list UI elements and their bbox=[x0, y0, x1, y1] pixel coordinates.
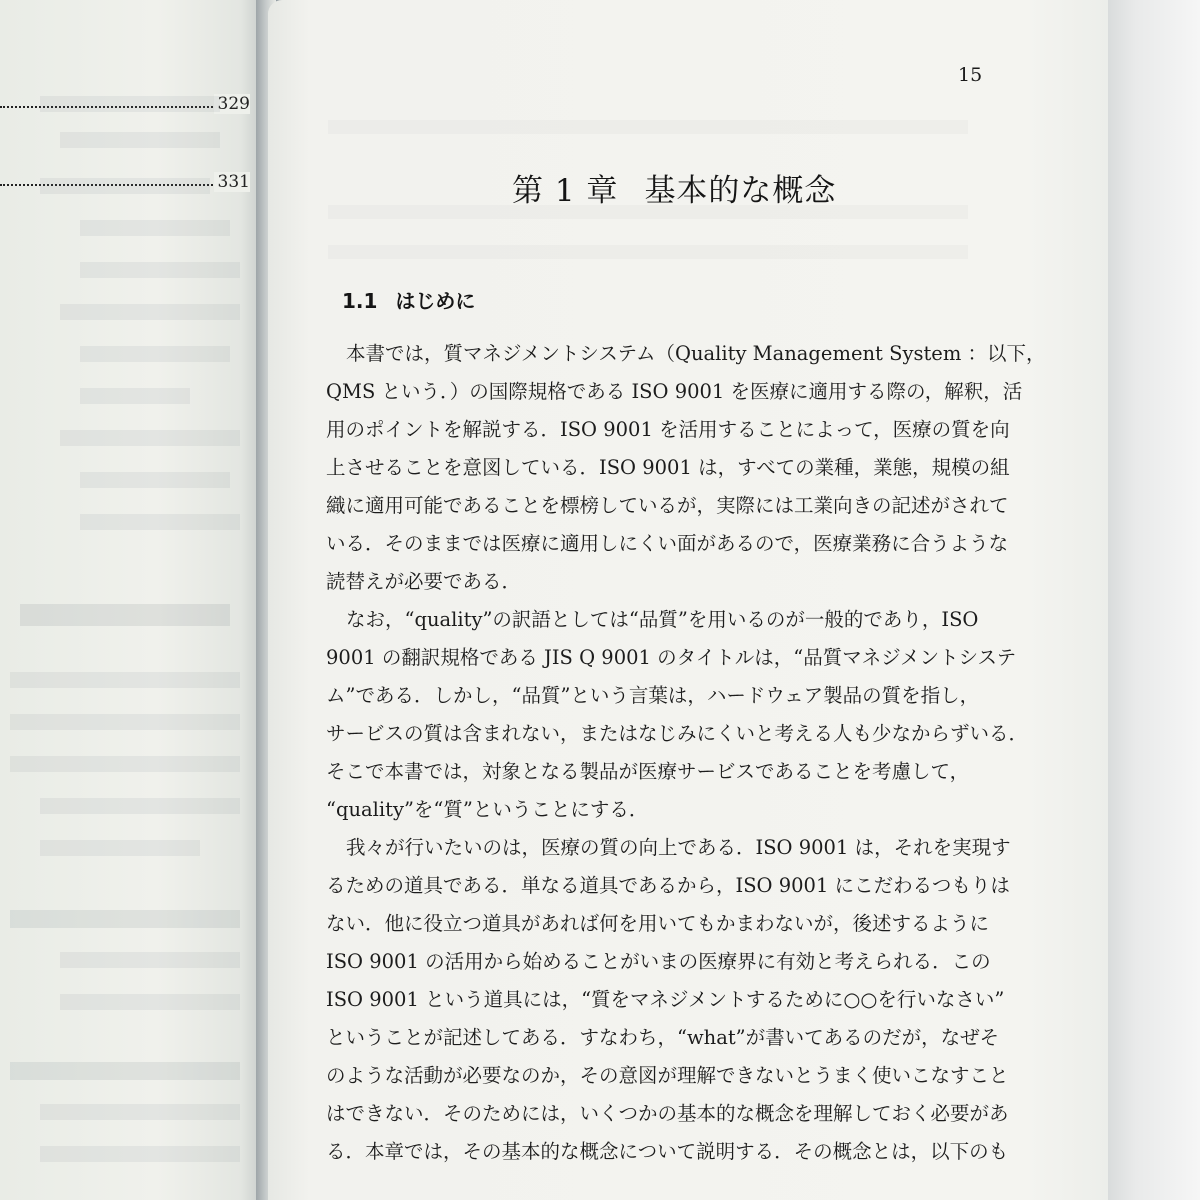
blurred-text bbox=[80, 388, 190, 404]
body-text-line: そこで本書では，対象となる製品が医療サービスであることを考慮して， bbox=[326, 760, 970, 783]
body-text-line: はできない．そのためには，いくつかの基本的な概念を理解しておく必要があ bbox=[326, 1102, 1009, 1125]
blurred-text bbox=[10, 756, 240, 772]
body-text-line: ない．他に役立つ道具があれば何を用いてもかまわないが，後述するように bbox=[326, 912, 990, 935]
blurred-text bbox=[10, 910, 240, 928]
body-text-line: 上させることを意図している．ISO 9001 は，すべての業種，業態，規模の組 bbox=[326, 456, 1010, 479]
blurred-text bbox=[80, 514, 240, 530]
body-text-line: 用のポイントを解説する．ISO 9001 を活用することによって，医療の質を向 bbox=[326, 418, 1010, 441]
blurred-text bbox=[40, 1104, 240, 1120]
blurred-text bbox=[60, 994, 240, 1010]
body-text-line: ISO 9001 という道具には，“質をマネジメントするために○○を行いなさい” bbox=[326, 988, 1005, 1011]
blurred-text bbox=[80, 346, 230, 362]
body-text-line: 本書では，質マネジメントシステム（Quality Management System ：以下， bbox=[346, 342, 1046, 365]
section-number: 1.1 bbox=[342, 289, 378, 313]
chapter-title bbox=[512, 165, 836, 210]
body-text-line: 9001 の翻訳規格である JIS Q 9001 のタイトルは，“品質マネジメントシステ bbox=[326, 646, 1017, 669]
left-page bbox=[0, 0, 262, 1200]
blurred-text bbox=[40, 798, 240, 814]
blurred-text bbox=[60, 430, 240, 446]
body-text-line: ということが記述してある．すなわち，“what”が書いてあるのだが，なぜそ bbox=[326, 1026, 1000, 1049]
section-heading bbox=[342, 285, 475, 314]
blurred-text bbox=[40, 1146, 240, 1162]
body-text-line: サービスの質は含まれない，またはなじみにくいと考える人も少なからずいる． bbox=[326, 722, 1029, 745]
blurred-text bbox=[40, 96, 220, 112]
toc-page-number: 331 bbox=[214, 172, 250, 192]
right-page bbox=[268, 0, 1110, 1200]
toc-page-number: 329 bbox=[214, 94, 250, 114]
chapter-number: 第 1 章 bbox=[512, 173, 619, 209]
blurred-text bbox=[60, 952, 240, 968]
body-text-line: “quality”を“質”ということにする． bbox=[326, 798, 649, 821]
body-text-line: 読替えが必要である． bbox=[326, 570, 522, 593]
body-text-line: る．本章では，その基本的な概念について説明する．その概念とは，以下のも bbox=[326, 1140, 1009, 1163]
body-text-line: QMS という．）の国際規格である ISO 9001 を医療に適用する際の，解釈，活 bbox=[326, 380, 1023, 403]
body-text-line: のような活動が必要なのか，その意図が理解できないとうまく使いこなすこと bbox=[326, 1064, 1009, 1087]
blurred-text bbox=[60, 304, 240, 320]
blurred-text bbox=[10, 1062, 240, 1080]
blurred-text bbox=[40, 178, 210, 194]
show-through bbox=[328, 120, 968, 134]
body-text-line: 織に適用可能であることを標榜しているが，実際には工業向きの記述がされて bbox=[326, 494, 1009, 517]
blurred-text bbox=[60, 132, 220, 148]
blurred-text bbox=[40, 840, 200, 856]
body-text-line: いる．そのままでは医療に適用しにくい面があるので，医療業務に合うような bbox=[326, 532, 1009, 555]
blurred-text bbox=[80, 220, 230, 236]
blurred-text bbox=[10, 672, 240, 688]
body-text-line: るための道具である．単なる道具であるから，ISO 9001 にこだわるつもりは bbox=[326, 874, 1010, 897]
show-through bbox=[328, 245, 968, 259]
body-text-line: ム”である．しかし，“品質”という言葉は，ハードウェア製品の質を指し， bbox=[326, 684, 980, 707]
chapter-name: 基本的な概念 bbox=[644, 173, 837, 209]
blurred-text bbox=[80, 472, 230, 488]
body-text-line: 我々が行いたいのは，医療の質の向上である．ISO 9001 は，それを実現す bbox=[346, 836, 1011, 859]
blurred-heading bbox=[20, 604, 230, 626]
blurred-text bbox=[10, 714, 240, 730]
body-text-line: ISO 9001 の活用から始めることがいまの医療界に有効と考えられる．この bbox=[326, 950, 991, 973]
section-title: はじめに bbox=[395, 289, 476, 313]
page-number: 15 bbox=[958, 64, 983, 86]
page-edge bbox=[1108, 0, 1200, 1200]
blurred-text bbox=[80, 262, 240, 278]
body-text-line: なお，“quality”の訳語としては“品質”を用いるのが一般的であり，ISO bbox=[346, 608, 979, 631]
